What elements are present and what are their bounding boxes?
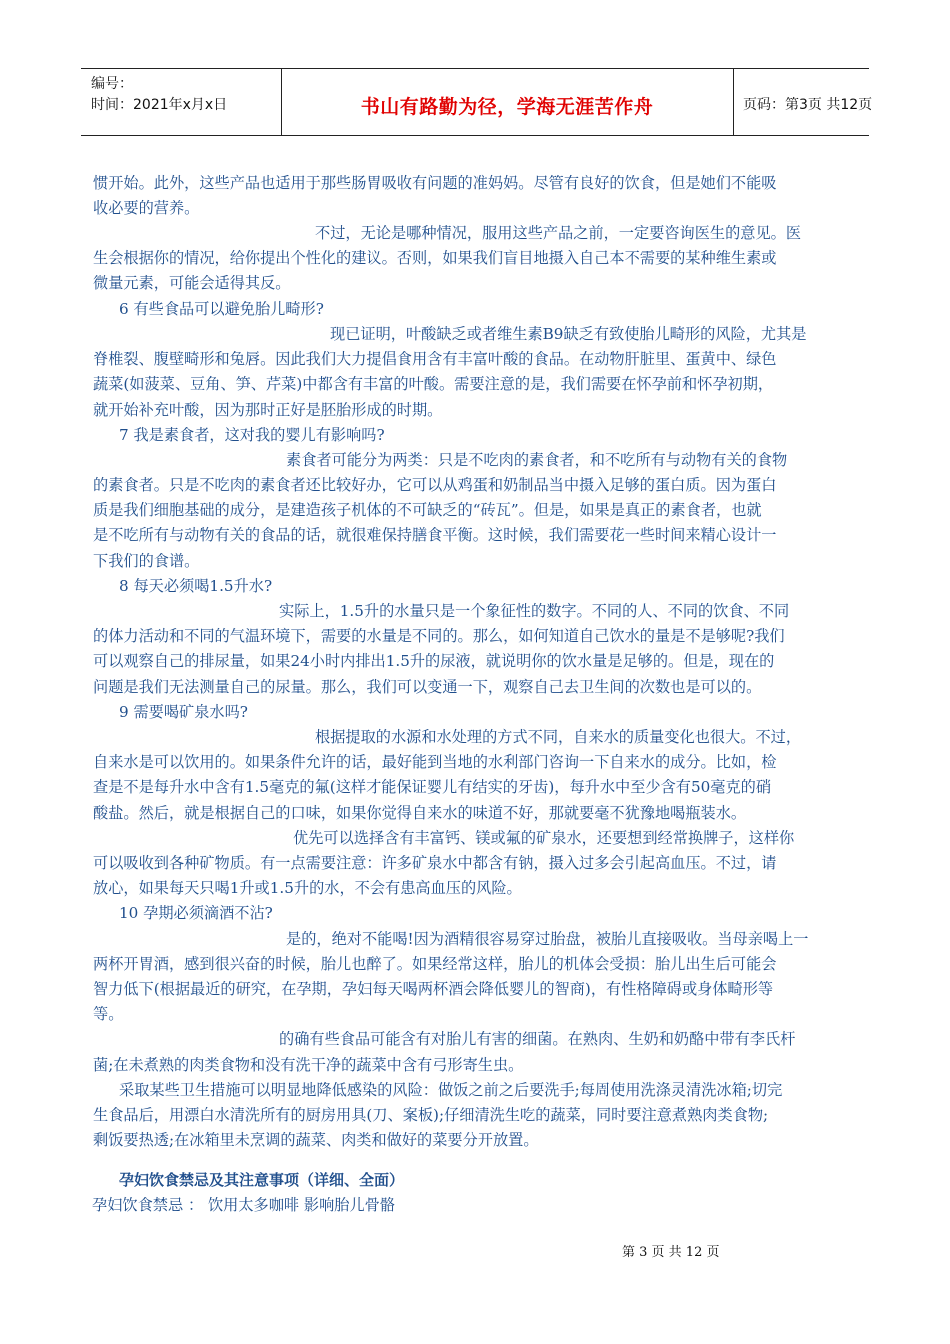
text-line: 的体力活动和不同的气温环境下，需要的水量是不同的。那么，如何知道自己饮水的量是不是够呢?我们: [93, 627, 785, 645]
text-line: 质是我们细胞基础的成分，是建造孩子机体的不可缺乏的“砖瓦”。但是，如果是真正的素食者，也就: [93, 501, 762, 519]
text-line: 惯开始。此外，这些产品也适用于那些肠胃吸收有问题的准妈妈。尽管有良好的饮食，但是她们不能吸: [93, 174, 777, 192]
question-9: 9 需要喝矿泉水吗?: [119, 703, 248, 721]
number-label: 编号：: [91, 76, 133, 92]
text-line: 不过，无论是哪种情况，服用这些产品之前，一定要咨询医生的意见。医: [315, 224, 801, 242]
question-10: 10 孕期必须滴酒不沾?: [119, 904, 273, 922]
text-line: 是的，绝对不能喝!因为酒精很容易穿过胎盘，被胎儿直接吸收。当母亲喝上一: [286, 930, 809, 948]
text-line: 就开始补充叶酸，因为那时正好是胚胎形成的时期。: [93, 401, 443, 419]
page-label: 页码：第3页 共12页: [743, 97, 873, 113]
text-line: 剩饭要热透;在冰箱里未烹调的蔬菜、肉类和做好的菜要分开放置。: [93, 1131, 539, 1149]
page-footer: 第 3 页 共 12 页: [622, 1245, 720, 1260]
text-line: 可以观察自己的排尿量，如果24小时内排出1.5升的尿液，就说明你的饮水量是足够的。但是，现在的: [93, 652, 775, 670]
question-7: 7 我是素食者，这对我的婴儿有影响吗?: [119, 426, 385, 444]
text-line: 可以吸收到各种矿物质。有一点需要注意：许多矿泉水中都含有钠，摄入过多会引起高血压。不过，请: [93, 854, 777, 872]
motto: 书山有路勤为径，学海无涯苦作舟: [360, 96, 654, 118]
text-line: 收必要的营养。: [93, 199, 200, 217]
text-line: 两杯开胃酒，感到很兴奋的时候，胎儿也醉了。如果经常这样，胎儿的机体会受损：胎儿出生后可能会: [93, 955, 777, 973]
text-line: 素食者可能分为两类：只是不吃肉的素食者，和不吃所有与动物有关的食物: [286, 451, 788, 469]
text-line: 是不吃所有与动物有关的食品的话，就很难保持膳食平衡。这时候，我们需要花一些时间来精心设计一: [93, 526, 777, 544]
question-8: 8 每天必须喝1.5升水?: [119, 577, 273, 595]
text-line: 脊椎裂、腹壁畸形和兔唇。因此我们大力提倡食用含有丰富叶酸的食品。在动物肝脏里、蛋黄中、绿色: [93, 350, 777, 368]
section-subheading: 孕妇饮食禁忌 ： 饮用太多咖啡 影响胎儿骨骼: [92, 1196, 396, 1214]
text-line: 采取某些卫生措施可以明显地降低感染的风险：做饭之前之后要洗手;每周使用洗涤灵清洗冰箱;切完: [119, 1081, 783, 1099]
text-line: 下我们的食谱。: [93, 552, 200, 570]
text-line: 生会根据你的情况，给你提出个性化的建议。否则，如果我们盲目地摄入自己本不需要的某种维生素或: [93, 249, 777, 267]
text-line: 查是不是每升水中含有1.5毫克的氟(这样才能保证婴儿有结实的牙齿)，每升水中至少含有50毫克的硝: [93, 778, 772, 796]
body-text: [93, 0, 858, 1344]
text-line: 问题是我们无法测量自己的尿量。那么，我们可以变通一下，观察自己去卫生间的次数也是可以的。: [93, 678, 762, 696]
text-line: 自来水是可以饮用的。如果条件允许的话，最好能到当地的水利部门咨询一下自来水的成分。比如，检: [93, 753, 777, 771]
text-line: 的确有些食品可能含有对胎儿有害的细菌。在熟肉、生奶和奶酪中带有李氏杆: [279, 1030, 796, 1048]
text-line: 生食品后，用漂白水清洗所有的厨房用具(刀、案板);仔细清洗生吃的蔬菜，同时要注意煮熟肉类食物;: [93, 1106, 769, 1124]
text-line: 等。: [93, 1005, 124, 1023]
text-line: 酸盐。然后，就是根据自己的口味，如果你觉得自来水的味道不好，那就要毫不犹豫地喝瓶装水。: [93, 804, 747, 822]
text-line: 智力低下(根据最近的研究，在孕期，孕妇每天喝两杯酒会降低婴儿的智商)，有性格障碍或身体畸形等: [93, 980, 774, 998]
section-heading: 孕妇饮食禁忌及其注意事项（详细、全面）: [119, 1171, 405, 1189]
text-line: 蔬菜(如菠菜、豆角、笋、芹菜)中都含有丰富的叶酸。需要注意的是，我们需要在怀孕前和怀孕初期，: [93, 375, 774, 393]
text-line: 优先可以选择含有丰富钙、镁或氟的矿泉水，还要想到经常换牌子，这样你: [293, 829, 795, 847]
text-line: 根据提取的水源和水处理的方式不同，自来水的质量变化也很大。不过，: [315, 728, 801, 746]
time-label: 时间：2021年x月x日: [91, 97, 228, 113]
text-line: 实际上，1.5升的水量只是一个象征性的数字。不同的人、不同的饮食、不同: [279, 602, 790, 620]
text-line: 现已证明，叶酸缺乏或者维生素B9缺乏有致使胎儿畸形的风险，尤其是: [330, 325, 807, 343]
question-6: 6 有些食品可以避免胎儿畸形?: [119, 300, 324, 318]
text-line: 菌;在未煮熟的肉类食物和没有洗干净的蔬菜中含有弓形寄生虫。: [93, 1056, 524, 1074]
text-line: 微量元素，可能会适得其反。: [93, 274, 291, 292]
text-line: 的素食者。只是不吃肉的素食者还比较好办，它可以从鸡蛋和奶制品当中摄入足够的蛋白质。因为蛋白: [93, 476, 777, 494]
text-line: 放心，如果每天只喝1升或1.5升的水，不会有患高血压的风险。: [93, 879, 522, 897]
